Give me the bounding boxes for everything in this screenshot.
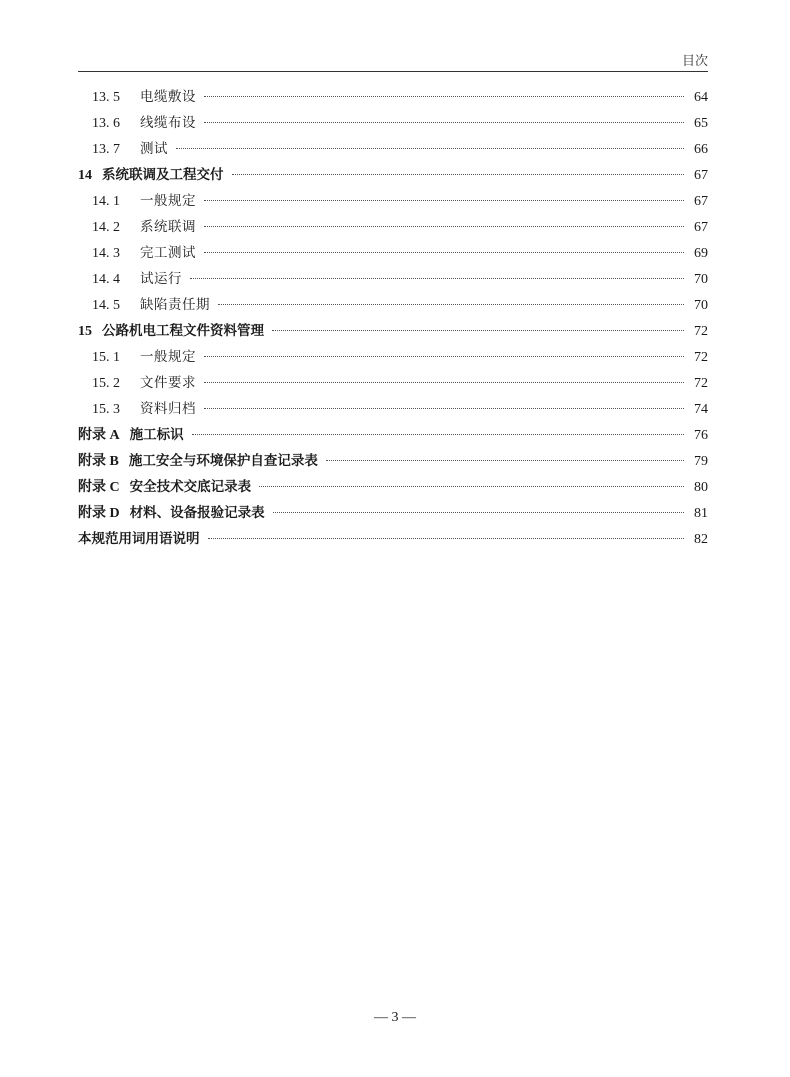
toc-entry-title: 公路机电工程文件资料管理 (102, 323, 264, 339)
toc-entry-page: 64 (694, 90, 708, 105)
dot-leader (190, 278, 684, 279)
toc-entry-page: 69 (694, 246, 708, 261)
toc-entry-number: 13. 6 (92, 116, 120, 131)
toc-entry-title: 材料、设备报验记录表 (129, 505, 265, 521)
toc-entry-page: 66 (694, 142, 708, 157)
toc-entry-page: 67 (694, 168, 708, 183)
toc-entry-number: 15. 2 (92, 376, 120, 391)
toc-entry-number: 13. 7 (92, 142, 120, 157)
toc-section-entry[interactable] (78, 84, 708, 110)
toc-entry-number: 15 (78, 324, 92, 339)
dot-leader (176, 148, 684, 149)
toc-section-entry[interactable] (78, 344, 708, 370)
toc-entry-number: 附录 D (78, 506, 120, 521)
toc-entry-number: 15. 3 (92, 402, 120, 417)
toc-chapter-entry[interactable] (78, 162, 708, 188)
toc-entry-page: 82 (694, 532, 708, 547)
dot-leader (273, 512, 684, 513)
toc-chapter-entry[interactable] (78, 500, 708, 526)
toc-entry-title: 文件要求 (140, 375, 196, 391)
page-number: — 3 — (374, 1010, 416, 1025)
table-of-contents (78, 84, 708, 552)
dot-leader (204, 408, 684, 409)
toc-entry-title: 测试 (140, 141, 168, 157)
toc-section-entry[interactable] (78, 266, 708, 292)
toc-entry-number: 14 (78, 168, 92, 183)
toc-entry-title: 试运行 (140, 271, 182, 287)
toc-entry-title: 本规范用词用语说明 (78, 531, 200, 547)
header-divider (78, 71, 708, 72)
dot-leader (204, 252, 684, 253)
toc-chapter-entry[interactable] (78, 526, 708, 552)
toc-entry-number: 14. 1 (92, 194, 120, 209)
toc-entry-number: 附录 C (78, 480, 120, 495)
toc-entry-number: 14. 3 (92, 246, 120, 261)
toc-chapter-entry[interactable] (78, 448, 708, 474)
toc-entry-title: 系统联调 (140, 219, 196, 235)
toc-section-entry[interactable] (78, 188, 708, 214)
toc-entry-page: 65 (694, 116, 708, 131)
dot-leader (192, 434, 684, 435)
dot-leader (218, 304, 684, 305)
toc-chapter-entry[interactable] (78, 318, 708, 344)
dot-leader (259, 486, 684, 487)
toc-entry-page: 80 (694, 480, 708, 495)
dot-leader (204, 382, 684, 383)
toc-entry-page: 72 (694, 350, 708, 365)
toc-section-entry[interactable] (78, 110, 708, 136)
toc-entry-number: 13. 5 (92, 90, 120, 105)
toc-entry-page: 72 (694, 324, 708, 339)
toc-section-entry[interactable] (78, 240, 708, 266)
toc-chapter-entry[interactable] (78, 422, 708, 448)
dot-leader (232, 174, 685, 175)
toc-entry-title: 线缆布设 (140, 115, 196, 131)
toc-entry-page: 72 (694, 376, 708, 391)
dot-leader (326, 460, 684, 461)
toc-entry-number: 附录 A (78, 428, 120, 443)
dot-leader (204, 356, 684, 357)
toc-entry-number: 14. 2 (92, 220, 120, 235)
toc-entry-page: 70 (694, 272, 708, 287)
toc-entry-page: 76 (694, 428, 708, 443)
toc-entry-title: 一般规定 (140, 349, 196, 365)
toc-section-entry[interactable] (78, 396, 708, 422)
dot-leader (272, 330, 684, 331)
toc-entry-title: 缺陷责任期 (140, 297, 210, 313)
toc-entry-title: 完工测试 (140, 245, 196, 261)
toc-chapter-entry[interactable] (78, 474, 708, 500)
toc-entry-number: 附录 B (78, 454, 119, 469)
dot-leader (204, 96, 684, 97)
toc-entry-page: 70 (694, 298, 708, 313)
dot-leader (204, 122, 684, 123)
running-header-title: 目次 (681, 54, 708, 69)
toc-entry-number: 14. 4 (92, 272, 120, 287)
toc-entry-title: 一般规定 (140, 193, 196, 209)
toc-section-entry[interactable] (78, 136, 708, 162)
toc-entry-number: 14. 5 (92, 298, 120, 313)
toc-entry-title: 安全技术交底记录表 (129, 479, 252, 495)
toc-entry-page: 81 (694, 506, 708, 521)
toc-entry-title: 电缆敷设 (140, 89, 196, 105)
toc-section-entry[interactable] (78, 370, 708, 396)
toc-entry-page: 74 (694, 402, 708, 417)
toc-section-entry[interactable] (78, 292, 708, 318)
toc-entry-title: 施工安全与环境保护自查记录表 (128, 453, 318, 469)
toc-entry-page: 67 (694, 194, 708, 209)
toc-section-entry[interactable] (78, 214, 708, 240)
dot-leader (208, 538, 685, 539)
toc-entry-title: 施工标识 (129, 427, 184, 443)
dot-leader (204, 226, 684, 227)
toc-entry-title: 系统联调及工程交付 (102, 167, 224, 183)
toc-entry-page: 79 (694, 454, 708, 469)
toc-entry-title: 资料归档 (140, 401, 196, 417)
toc-entry-page: 67 (694, 220, 708, 235)
dot-leader (204, 200, 684, 201)
toc-entry-number: 15. 1 (92, 350, 120, 365)
